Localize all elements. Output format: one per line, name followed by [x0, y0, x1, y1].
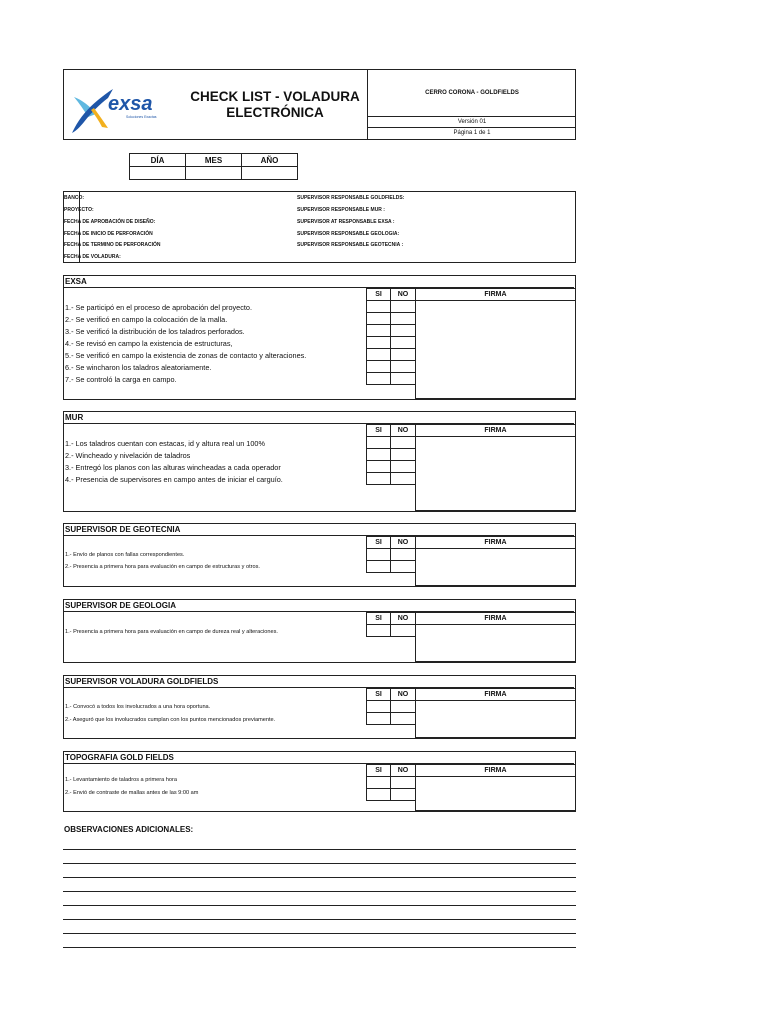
day-field[interactable]	[130, 167, 186, 180]
month-field[interactable]	[186, 167, 242, 180]
si-checkbox[interactable]	[366, 560, 391, 573]
checklist-item: 1.- Presencia a primera hora para evaluación en campo de dureza real y alteraciones.	[65, 629, 278, 635]
checklist-item: 2.- Wincheado y nivelación de taladros	[65, 451, 191, 460]
signature-box[interactable]	[415, 436, 576, 511]
section-mur	[63, 411, 576, 512]
col-firma: FIRMA	[415, 764, 576, 777]
col-no: NO	[390, 764, 416, 777]
exsa-logo	[64, 70, 182, 139]
section-title: SUPERVISOR VOLADURA GOLDFIELDS	[65, 677, 219, 686]
document-title	[182, 70, 368, 139]
info-drill-end-label: FECHA DE TERMINO DE PERFORACIÓN	[64, 242, 161, 248]
observation-line[interactable]	[63, 933, 576, 934]
checklist-item: 2.- Presencia a primera hora para evaluación en campo de estructuras y otros.	[65, 564, 260, 570]
si-checkbox[interactable]	[366, 624, 391, 637]
info-design-date-label: FECHA DE APROBACIÓN DE DISEÑO:	[64, 219, 156, 225]
col-firma: FIRMA	[415, 536, 576, 549]
header-box	[63, 69, 576, 140]
col-no: NO	[390, 536, 416, 549]
info-sup-goldfields-label: SUPERVISOR RESPONSABLE GOLDFIELDS:	[297, 195, 405, 201]
col-si: SI	[366, 424, 391, 437]
signature-box[interactable]	[415, 700, 576, 738]
section-topografia	[63, 751, 576, 812]
info-drill-start-label: FECHA DE INICIO DE PERFORACIÓN	[64, 231, 153, 237]
month-header: MES	[186, 154, 242, 167]
exsa-logo-icon	[64, 70, 182, 139]
title-line-1: CHECK LIST - VOLADURA	[190, 88, 360, 104]
si-checkbox[interactable]	[366, 472, 391, 485]
col-si: SI	[366, 288, 391, 301]
col-si: SI	[366, 688, 391, 701]
section-geologia	[63, 599, 576, 663]
section-title: TOPOGRAFIA GOLD FIELDS	[65, 753, 174, 762]
checklist-item: 1.- Se participó en el proceso de aprobación del proyecto.	[65, 303, 252, 312]
signature-box[interactable]	[415, 776, 576, 811]
info-project-label: PROYECTO:	[64, 207, 94, 213]
col-firma: FIRMA	[415, 688, 576, 701]
col-no: NO	[390, 688, 416, 701]
checklist-item: 2.- Se verificó en campo la colocación de la malla.	[65, 315, 228, 324]
col-si: SI	[366, 536, 391, 549]
col-firma: FIRMA	[415, 424, 576, 437]
checklist-item: 4.- Se revisó en campo la existencia de estructuras,	[65, 339, 233, 348]
svg-text:exsa: exsa	[108, 93, 153, 115]
checklist-item: 4.- Presencia de supervisores en campo antes de iniciar el carguío.	[65, 475, 283, 484]
section-title: EXSA	[65, 277, 87, 286]
observation-line[interactable]	[63, 919, 576, 920]
svg-text:Soluciones Exactas: Soluciones Exactas	[126, 115, 157, 119]
page-label: Página 1 de 1	[453, 130, 491, 136]
project-info-box	[63, 191, 576, 263]
si-checkbox[interactable]	[366, 372, 391, 385]
section-title: SUPERVISOR DE GEOLOGIA	[65, 601, 176, 610]
observation-line[interactable]	[63, 877, 576, 878]
section-title: SUPERVISOR DE GEOTECNIA	[65, 525, 181, 534]
section-exsa	[63, 275, 576, 400]
checklist-item: 3.- Entregó los planos con las alturas wincheadas a cada operador	[65, 463, 281, 472]
no-checkbox[interactable]	[390, 472, 416, 485]
observation-line[interactable]	[63, 849, 576, 850]
checklist-item: 5.- Se verificó en campo la existencia de zonas de contacto y alteraciones.	[65, 351, 307, 360]
col-no: NO	[390, 612, 416, 625]
observation-line[interactable]	[63, 947, 576, 948]
col-no: NO	[390, 288, 416, 301]
version-label: Versión 01	[368, 117, 576, 128]
observation-line[interactable]	[63, 905, 576, 906]
no-checkbox[interactable]	[390, 624, 416, 637]
signature-box[interactable]	[415, 548, 576, 586]
si-checkbox[interactable]	[366, 788, 391, 801]
checklist-item: 2.- Envió de contraste de mallas antes de las 9:00 am	[65, 790, 199, 796]
info-sup-exsa-label: SUPERVISOR AT RESPONSABLE EXSA :	[297, 219, 395, 225]
year-field[interactable]	[242, 167, 298, 180]
no-checkbox[interactable]	[390, 372, 416, 385]
no-checkbox[interactable]	[390, 560, 416, 573]
section-voladura-goldfields	[63, 675, 576, 739]
info-blast-date-label: FECHA DE VOLADURA:	[64, 254, 121, 260]
section-title: MUR	[65, 413, 84, 422]
info-sup-geologia-label: SUPERVISOR RESPONSABLE GEOLOGIA:	[297, 231, 400, 237]
checklist-item: 6.- Se wincharon los taladros aleatoriamente.	[65, 363, 212, 372]
section-geotecnia	[63, 523, 576, 587]
year-header: AÑO	[242, 154, 298, 167]
observations-title: OBSERVACIONES ADICIONALES:	[64, 825, 194, 834]
signature-box[interactable]	[415, 300, 576, 399]
checklist-item: 2.- Aseguró que los involucrados cumplan con los puntos mencionados previamente.	[65, 717, 276, 723]
col-firma: FIRMA	[415, 612, 576, 625]
checklist-item: 1.- Los taladros cuentan con estacas, id y altura real un 100%	[65, 439, 265, 448]
checklist-item: 1.- Levantamiento de taladros a primera hora	[65, 777, 177, 783]
observation-line[interactable]	[63, 891, 576, 892]
no-checkbox[interactable]	[390, 788, 416, 801]
col-si: SI	[366, 764, 391, 777]
col-si: SI	[366, 612, 391, 625]
title-line-2: ELECTRÓNICA	[226, 104, 324, 120]
col-firma: FIRMA	[415, 288, 576, 301]
observation-line[interactable]	[63, 863, 576, 864]
info-sup-geotecnia-label: SUPERVISOR RESPONSABLE GEOTECNIA :	[297, 242, 404, 248]
info-bank-label: BANCO:	[64, 195, 84, 201]
header-right	[367, 70, 576, 139]
checklist-item: 1.- Envío de planos con fallas correspondientes.	[65, 552, 185, 558]
checklist-item: 1.- Convocó a todos los involucrados a una hora oportuna.	[65, 704, 211, 710]
date-table	[129, 153, 298, 180]
no-checkbox[interactable]	[390, 712, 416, 725]
checklist-item: 3.- Se verificó la distribución de los taladros perforados.	[65, 327, 245, 336]
mine-name: CERRO CORONA - GOLDFIELDS	[368, 70, 576, 117]
si-checkbox[interactable]	[366, 712, 391, 725]
info-sup-mur-label: SUPERVISOR RESPONSABLE MUR :	[297, 207, 385, 213]
signature-box[interactable]	[415, 624, 576, 662]
col-no: NO	[390, 424, 416, 437]
checklist-item: 7.- Se controló la carga en campo.	[65, 375, 177, 384]
day-header: DÍA	[130, 154, 186, 167]
